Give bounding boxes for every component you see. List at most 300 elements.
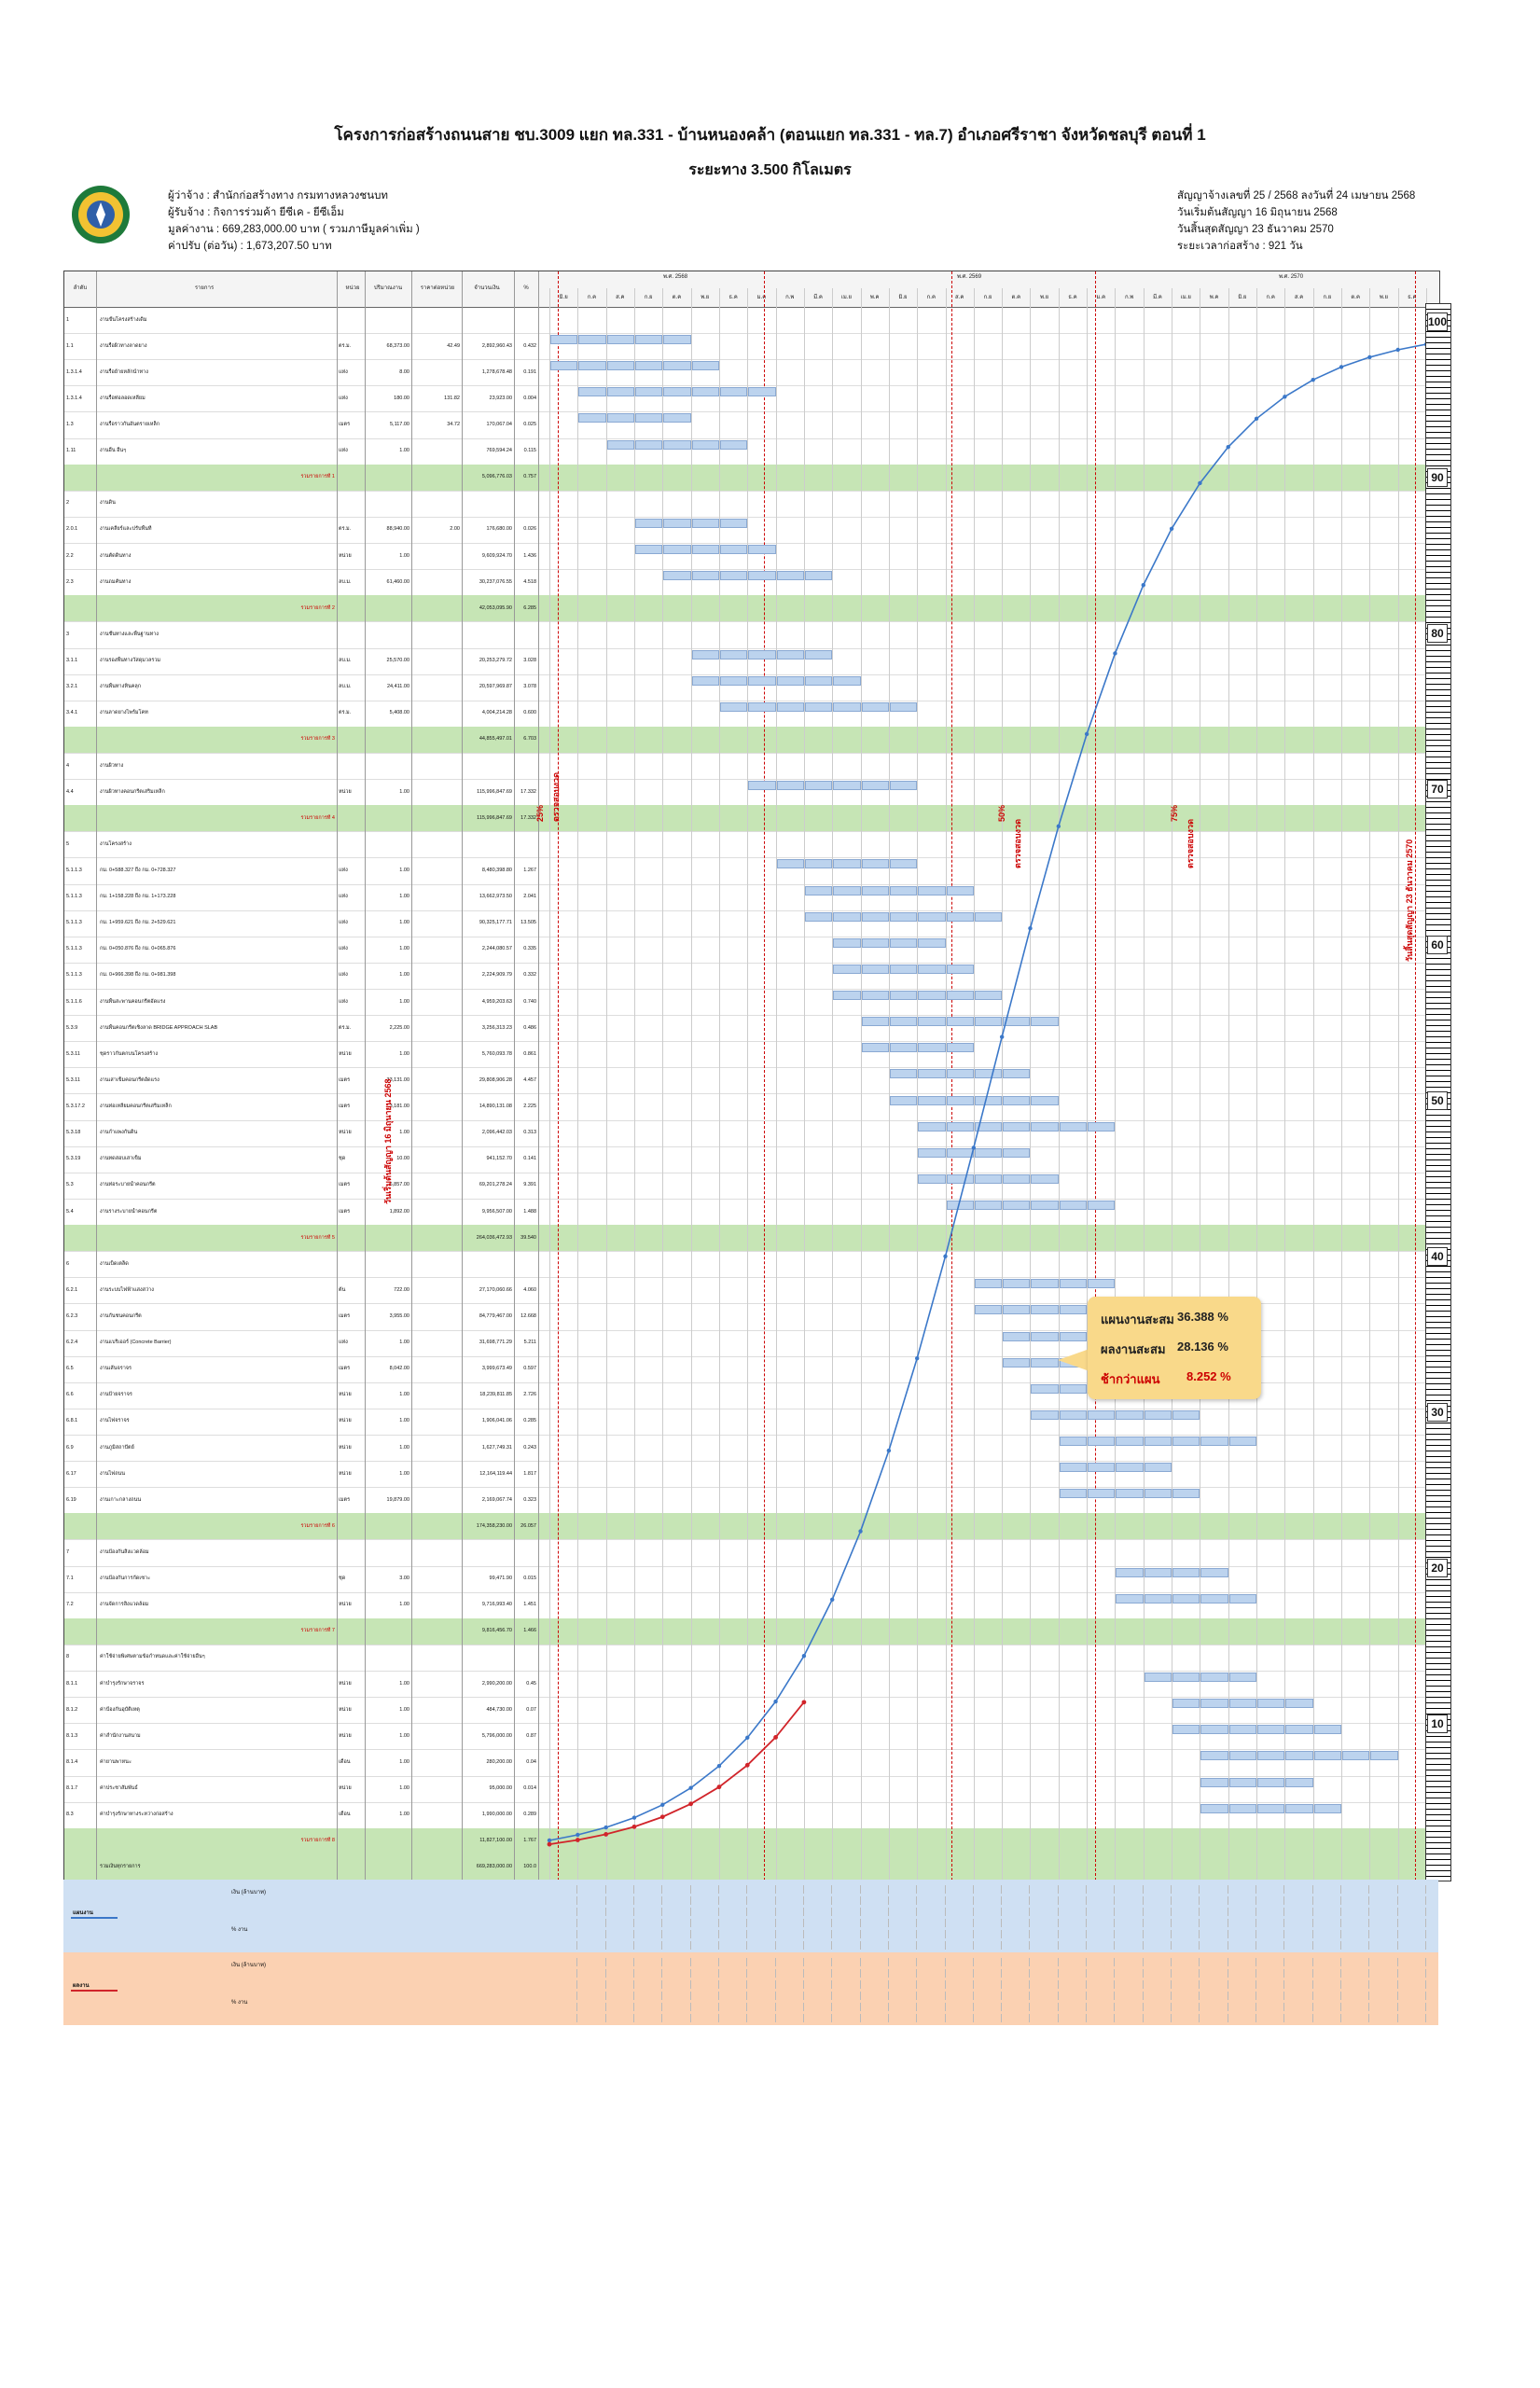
row-item: ค่าใช้จ่ายพิเศษตามข้อกำหนดและค่าใช้จ่ายอื่นๆ <box>100 1654 205 1660</box>
row-item: งานรื้อย้ายหลักนำทาง <box>100 368 148 375</box>
row-pct: 1.466 <box>523 1628 536 1634</box>
summary-cell <box>690 1980 719 1989</box>
summary-cell <box>1312 1969 1341 1978</box>
summary-cell <box>605 1958 634 1966</box>
plan-point <box>1057 825 1061 828</box>
summary-cell <box>661 1908 690 1916</box>
summary-cell <box>661 2014 690 2022</box>
row-pct: 0.597 <box>523 1366 536 1372</box>
row-item: รวมเงินทุกรายการ <box>100 1864 141 1870</box>
summary-cell <box>888 1969 917 1978</box>
col-pct: % <box>523 285 529 291</box>
row-pct: 2.041 <box>523 894 536 900</box>
summary-cell <box>775 1930 804 1938</box>
summary-cell <box>576 1919 605 1927</box>
month-header-cell: ต.ค <box>672 295 682 300</box>
row-qty: 1.00 <box>399 1732 409 1739</box>
summary-cell <box>661 1919 690 1927</box>
row-unit: ต้น <box>339 1286 346 1293</box>
actual-point <box>802 1700 807 1704</box>
employer-line: ผู้ว่าจ้าง : สำนักก่อสร้างทาง กรมทางหลวงชนบท <box>168 190 388 201</box>
summary-cell <box>860 1941 889 1950</box>
summary-cell <box>1340 1908 1369 1916</box>
summary-cell <box>1340 2003 1369 2011</box>
plan-point <box>1339 365 1343 368</box>
summary-cell <box>1340 2014 1369 2022</box>
summary-cell <box>945 1908 974 1916</box>
month-header-cell: พ.ค <box>869 295 880 300</box>
plan-pct-label: % งาน <box>231 1927 248 1933</box>
summary-cell <box>1256 1992 1284 2000</box>
row-unit: ลบ.ม. <box>339 578 352 585</box>
row-pct: 0.243 <box>523 1444 536 1451</box>
row-amount: 1,990,000.00 <box>481 1812 512 1818</box>
row-amount: 95,000.00 <box>489 1785 512 1792</box>
summary-cell <box>1086 1908 1115 1916</box>
summary-cell <box>1228 1969 1256 1978</box>
row-item: งานรื้อราวกันอันตรายเหล็ก <box>100 422 160 427</box>
row-unit: แห่ง <box>339 448 348 454</box>
summary-cell <box>1199 1930 1228 1938</box>
check-50: ตรวจสอบงวด <box>1013 819 1022 868</box>
col-amount: จำนวนเงิน <box>474 285 500 291</box>
row-amount: 2,096,442.03 <box>481 1130 512 1136</box>
summary-cell <box>1199 2003 1228 2011</box>
row-no: 5 <box>66 840 70 847</box>
summary-cell <box>746 1969 775 1978</box>
plan-point <box>604 1826 607 1829</box>
summary-cell <box>1143 1908 1172 1916</box>
row-no: 5.4 <box>66 1208 74 1215</box>
month-header-cell: พ.ค <box>1209 295 1219 300</box>
summary-cell <box>860 1958 889 1966</box>
summary-cell <box>1397 1908 1426 1916</box>
summary-cell <box>718 1885 747 1894</box>
summary-cell <box>690 1885 719 1894</box>
summary-cell <box>1228 2003 1256 2011</box>
summary-cell <box>1143 1992 1172 2000</box>
summary-cell <box>860 2014 889 2022</box>
row-amount: 27,170,060.66 <box>479 1286 512 1293</box>
summary-cell <box>775 1992 804 2000</box>
summary-cell <box>1058 1969 1087 1978</box>
summary-cell <box>945 1919 974 1927</box>
summary-cell <box>1340 1930 1369 1938</box>
summary-cell <box>548 1958 577 1966</box>
summary-cell <box>690 2014 719 2022</box>
summary-cell <box>1086 1919 1115 1927</box>
row-pct: 3.078 <box>523 684 536 690</box>
row-price: 34.72 <box>447 422 460 427</box>
summary-cell <box>718 1908 747 1916</box>
row-no: 7 <box>66 1549 70 1556</box>
row-qty: 33,131.00 <box>386 1076 409 1083</box>
summary-cell <box>1199 1896 1228 1905</box>
month-header-cell: ต.ค <box>1011 295 1021 300</box>
row-qty: 1.00 <box>399 1785 409 1792</box>
summary-cell <box>548 1980 577 1989</box>
row-unit: แห่ง <box>339 395 348 401</box>
row-item: รวมรายการที่ 2 <box>300 604 335 611</box>
behind-plan-value: 8.252 % <box>1186 1369 1231 1383</box>
summary-cell <box>1340 1992 1369 2000</box>
summary-cell <box>973 1941 1002 1950</box>
row-item: งานรื้อผิวทางลาดยาง <box>100 342 147 349</box>
plan-point <box>1113 651 1117 655</box>
plan-point <box>1311 378 1315 382</box>
summary-cell <box>1283 1980 1312 1989</box>
summary-cell <box>1171 1992 1200 2000</box>
row-item: ค่าสำนักงานสนาม <box>100 1732 141 1739</box>
summary-cell <box>746 1896 775 1905</box>
summary-cell <box>1397 1930 1426 1938</box>
row-qty: 1.00 <box>399 1444 409 1451</box>
summary-cell <box>860 1896 889 1905</box>
summary-cell <box>803 1941 832 1950</box>
summary-cell <box>605 1919 634 1927</box>
summary-cell <box>1256 1919 1284 1927</box>
row-unit: เดือน <box>339 1812 351 1818</box>
summary-cell <box>1086 1930 1115 1938</box>
milestone-50: 50% <box>997 804 1006 822</box>
row-no: 5.3.18 <box>66 1130 81 1136</box>
row-qty: 1.00 <box>399 920 409 926</box>
plan-legend-line <box>71 1917 118 1919</box>
row-pct: 1.817 <box>523 1470 536 1477</box>
milestone-25: 25% <box>535 804 545 822</box>
row-item: งานพื้นทางหินคลุก <box>100 684 142 690</box>
summary-cell <box>831 2003 860 2011</box>
row-unit: หน่วย <box>339 1444 352 1451</box>
summary-cell <box>973 1885 1002 1894</box>
summary-cell <box>1001 1980 1030 1989</box>
row-no: 8.1.2 <box>66 1706 78 1713</box>
actual-money-label: เงิน (ล้านบาท) <box>231 1963 267 1968</box>
row-pct: 100.0 <box>523 1864 536 1870</box>
summary-cell <box>605 1980 634 1989</box>
row-unit: ลบ.ม. <box>339 684 352 690</box>
scale-label: 60 <box>1427 936 1448 954</box>
row-amount: 13,662,973.50 <box>479 894 512 900</box>
contract-value-line: มูลค่างาน : 669,283,000.00 บาท ( รวมภาษีมูลค่าเพิ่ม ) <box>168 224 420 235</box>
summary-cell <box>803 2003 832 2011</box>
actual-cumulative-value: 28.136 % <box>1177 1340 1228 1354</box>
summary-cell <box>718 1958 747 1966</box>
callout-pointer <box>1058 1349 1089 1371</box>
month-header-cell: ธ.ค <box>1408 295 1417 300</box>
summary-cell <box>1086 1941 1115 1950</box>
row-unit: หน่วย <box>339 1470 352 1477</box>
scale-label: 80 <box>1427 624 1448 643</box>
summary-cell <box>633 2003 662 2011</box>
summary-cell <box>576 1958 605 1966</box>
row-qty: 3,181.00 <box>389 1104 409 1110</box>
row-no: 1.3.1.4 <box>66 395 82 401</box>
summary-cell <box>945 1930 974 1938</box>
summary-cell <box>548 1885 577 1894</box>
row-pct: 0.014 <box>523 1785 536 1792</box>
summary-cell <box>803 1908 832 1916</box>
summary-cell <box>860 1980 889 1989</box>
row-pct: 0.861 <box>523 1050 536 1057</box>
row-item: ค่าบำรุงรักษาทางระหว่างก่อสร้าง <box>100 1812 173 1818</box>
summary-cell <box>1001 2003 1030 2011</box>
summary-cell <box>1283 1958 1312 1966</box>
plan-summary-label: แผนงาน <box>73 1910 93 1916</box>
col-no: ลำดับ <box>73 285 88 291</box>
row-unit: หน่วย <box>339 1392 352 1398</box>
summary-cell <box>973 1980 1002 1989</box>
summary-cell <box>1340 1919 1369 1927</box>
summary-cell <box>916 1885 945 1894</box>
plan-point <box>943 1255 947 1258</box>
row-no: 5.3.11 <box>66 1050 80 1057</box>
summary-cell <box>690 2003 719 2011</box>
row-qty: 88,940.00 <box>386 526 409 533</box>
row-pct: 0.141 <box>523 1156 536 1162</box>
summary-cell <box>605 1885 634 1894</box>
row-unit: ตร.ม. <box>339 342 352 349</box>
scale-label: 70 <box>1427 780 1448 798</box>
row-amount: 1,627,749.31 <box>481 1444 512 1451</box>
row-amount: 44,855,497.01 <box>479 736 512 743</box>
row-pct: 2.726 <box>523 1392 536 1398</box>
summary-cell <box>1397 1958 1426 1966</box>
row-no: 6.2.4 <box>66 1340 78 1346</box>
row-qty: 722.00 <box>394 1286 409 1293</box>
row-pct: 0.026 <box>523 526 536 533</box>
row-no: 5.3.9 <box>66 1024 78 1031</box>
row-no: 3.2.1 <box>66 684 78 690</box>
summary-cell <box>1340 1941 1369 1950</box>
summary-cell <box>803 1896 832 1905</box>
summary-cell <box>605 1941 634 1950</box>
summary-cell <box>888 1992 917 2000</box>
row-no: 5.1.1.6 <box>66 998 82 1005</box>
summary-cell <box>860 1930 889 1938</box>
row-pct: 0.004 <box>523 395 536 401</box>
row-qty: 19,879.00 <box>386 1496 409 1503</box>
summary-cell <box>1228 2014 1256 2022</box>
summary-cell <box>1340 1958 1369 1966</box>
month-header-cell: ส.ค <box>616 295 625 300</box>
summary-cell <box>888 1885 917 1894</box>
row-item: งานพื้นคอนกรีตเชิงลาด BRIDGE APPROACH SLAB <box>100 1024 218 1031</box>
row-unit: หน่วย <box>339 1050 352 1057</box>
row-qty: 1.00 <box>399 1050 409 1057</box>
plan-point <box>1367 355 1371 359</box>
row-pct: 12.668 <box>520 1312 536 1319</box>
month-header-cell: ส.ค <box>1294 295 1304 300</box>
summary-cell <box>1114 1992 1143 2000</box>
row-amount: 115,996,847.69 <box>477 814 512 821</box>
row-pct: 0.335 <box>523 946 536 952</box>
row-amount: 11,827,100.00 <box>479 1838 512 1844</box>
summary-cell <box>690 1992 719 2000</box>
summary-cell <box>605 1908 634 1916</box>
summary-cell <box>1171 1919 1200 1927</box>
check-75: ตรวจสอบงวด <box>1186 819 1195 868</box>
summary-cell <box>1368 1908 1397 1916</box>
row-amount: 115,996,847.69 <box>477 788 512 795</box>
row-amount: 69,201,278.24 <box>479 1182 512 1188</box>
row-no: 6.6 <box>66 1392 74 1398</box>
summary-cell <box>1283 1919 1312 1927</box>
row-item: กม. 0+050.876 ถึง กม. 0+065.876 <box>100 946 176 952</box>
row-qty: 3.00 <box>399 1576 409 1582</box>
summary-cell <box>1001 1958 1030 1966</box>
summary-cell <box>1199 1885 1228 1894</box>
summary-cell <box>831 1885 860 1894</box>
summary-cell <box>1086 1885 1115 1894</box>
actual-point <box>660 1814 665 1819</box>
row-qty: 1.00 <box>399 552 409 559</box>
summary-cell <box>1114 1930 1143 1938</box>
month-header-cell: ม.ค <box>1096 295 1106 300</box>
row-amount: 2,224,909.79 <box>481 972 512 979</box>
row-unit: แห่ง <box>339 867 348 873</box>
summary-cell <box>1368 1941 1397 1950</box>
row-item: งานดิน <box>100 500 116 507</box>
row-amount: 5,096,776.03 <box>481 474 512 480</box>
row-item: งานท่อระบายน้ำคอนกรีต <box>100 1182 156 1188</box>
row-no: 8.1.7 <box>66 1785 78 1792</box>
summary-cell <box>576 1908 605 1916</box>
summary-cell <box>1256 1969 1284 1978</box>
plan-point <box>660 1803 664 1807</box>
row-item: รวมรายการที่ 5 <box>300 1234 335 1241</box>
row-unit: หน่วย <box>339 1706 352 1713</box>
summary-cell <box>831 1930 860 1938</box>
summary-cell <box>775 1919 804 1927</box>
summary-cell <box>1340 1896 1369 1905</box>
summary-cell <box>548 2014 577 2022</box>
row-item: งานรื้อท่อลอดเหลี่ยม <box>100 395 146 401</box>
row-pct: 1.451 <box>523 1602 536 1608</box>
summary-cell <box>1312 1992 1341 2000</box>
start-date-line: วันเริ่มต้นสัญญา 16 มิถุนายน 2568 <box>1177 207 1338 218</box>
schedule-table <box>63 271 1440 1881</box>
summary-cell <box>916 2014 945 2022</box>
row-amount: 484,730.00 <box>486 1706 512 1713</box>
row-item: รวมรายการที่ 6 <box>300 1522 335 1529</box>
row-item: งานท่อเหลี่ยมคอนกรีตเสริมเหล็ก <box>100 1104 172 1110</box>
summary-cell <box>1368 1896 1397 1905</box>
plan-point <box>802 1654 806 1658</box>
summary-cell <box>1283 1896 1312 1905</box>
row-item: รวมรายการที่ 3 <box>300 736 335 743</box>
row-unit: ชุด <box>339 1576 346 1582</box>
summary-cell <box>1368 1930 1397 1938</box>
row-qty: 24,411.00 <box>386 684 409 690</box>
month-header-cell: เม.ย <box>840 295 852 300</box>
row-pct: 0.289 <box>523 1812 536 1818</box>
row-pct: 1.767 <box>523 1838 536 1844</box>
row-unit: เมตร <box>339 1076 351 1083</box>
row-qty: 25,570.00 <box>386 658 409 664</box>
summary-cell <box>576 1930 605 1938</box>
summary-cell <box>1001 1896 1030 1905</box>
summary-cell <box>831 1941 860 1950</box>
summary-cell <box>1312 1908 1341 1916</box>
summary-cell <box>916 1930 945 1938</box>
row-amount: 20,253,279.72 <box>479 658 512 664</box>
summary-cell <box>1397 1969 1426 1978</box>
row-qty: 68,373.00 <box>386 342 409 349</box>
summary-cell <box>718 2003 747 2011</box>
row-unit: เมตร <box>339 1182 351 1188</box>
row-pct: 4.518 <box>523 578 536 585</box>
plan-point <box>1000 1034 1004 1038</box>
month-header-cell: มี.ค <box>813 295 823 300</box>
penalty-line: ค่าปรับ (ต่อวัน) : 1,673,207.50 บาท <box>168 241 332 252</box>
actual-pct-label: % งาน <box>231 2000 248 2006</box>
summary-cell <box>576 1980 605 1989</box>
plan-point <box>858 1529 862 1533</box>
scale-label: 100 <box>1427 312 1448 331</box>
row-item: งานเคลียร์และปรับพื้นที่ <box>100 526 152 533</box>
summary-cell <box>576 1885 605 1894</box>
month-header-cell: มิ.ย <box>898 295 908 300</box>
summary-cell <box>803 1958 832 1966</box>
row-unit: หน่วย <box>339 1732 352 1739</box>
summary-cell <box>945 1885 974 1894</box>
row-amount: 2,244,080.57 <box>481 946 512 952</box>
row-pct: 0.07 <box>526 1706 536 1713</box>
summary-cell <box>1114 1908 1143 1916</box>
summary-cell <box>831 1992 860 2000</box>
summary-cell <box>1086 1969 1115 1978</box>
summary-cell <box>718 2014 747 2022</box>
summary-cell <box>831 1958 860 1966</box>
row-qty: 1.00 <box>399 1418 409 1424</box>
row-qty: 1,892.00 <box>389 1208 409 1215</box>
col-qty: ปริมาณงาน <box>373 285 403 291</box>
row-pct: 0.757 <box>523 474 536 480</box>
row-no: 6.9 <box>66 1444 74 1451</box>
row-unit: หน่วย <box>339 1130 352 1136</box>
row-item: งานป้องกันสิ่งแวดล้อม <box>100 1549 149 1556</box>
summary-cell <box>548 1908 577 1916</box>
summary-cell <box>1256 1941 1284 1950</box>
row-amount: 4,004,214.28 <box>481 710 512 716</box>
summary-cell <box>973 1896 1002 1905</box>
row-no: 5.3.17.2 <box>66 1104 85 1110</box>
row-item: ค่าบำรุงรักษาจราจร <box>100 1680 145 1687</box>
row-unit: เมตร <box>339 422 351 427</box>
summary-cell <box>1029 1969 1058 1978</box>
summary-cell <box>633 1958 662 1966</box>
summary-cell <box>1029 1992 1058 2000</box>
actual-point <box>548 1842 552 1847</box>
summary-cell <box>1312 1941 1341 1950</box>
summary-cell <box>1086 2014 1115 2022</box>
row-pct: 3.028 <box>523 658 536 664</box>
month-header-cell: ก.พ <box>785 295 795 300</box>
row-pct: 17.332 <box>520 814 536 821</box>
summary-cell <box>860 1885 889 1894</box>
row-amount: 23,923.00 <box>489 395 512 401</box>
summary-cell <box>661 1941 690 1950</box>
summary-cell <box>888 1941 917 1950</box>
row-no: 6 <box>66 1260 70 1267</box>
row-no: 5.1.1.3 <box>66 920 82 926</box>
summary-cell <box>605 2014 634 2022</box>
summary-cell <box>1340 1980 1369 1989</box>
summary-cell <box>803 1930 832 1938</box>
scale-label: 20 <box>1427 1559 1448 1577</box>
summary-cell <box>661 1896 690 1905</box>
